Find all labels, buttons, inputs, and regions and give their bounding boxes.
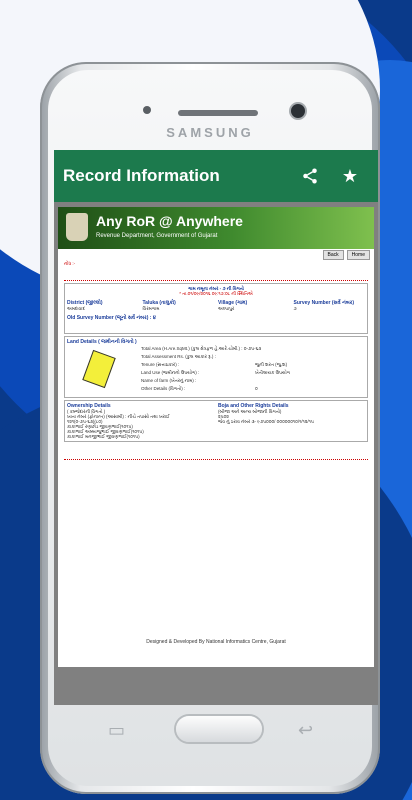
emblem-icon: [66, 213, 88, 241]
land-parcel: [82, 350, 115, 388]
rights-label: Boja and Other Rights Details: [218, 403, 289, 409]
home-button[interactable]: Home: [347, 250, 370, 260]
recent-apps-icon[interactable]: ▭: [108, 720, 126, 740]
other-details-label: Other Details (વિગતો) :: [141, 386, 186, 391]
land-use-label: Land Use (જમીનનો ઉપયોગ) :: [141, 370, 200, 375]
app-bar-title: Record Information: [63, 166, 220, 185]
record-title: ગામ નમૂના નંબર - ૭ ની વિગતો: [188, 286, 244, 291]
record-subtitle: * તા.૦૧/૦૯/૨૦૧૬ ૦૯:૧૭:૦૮ ની સ્થિતિએ: [179, 291, 253, 296]
old-survey-text: [67, 321, 365, 331]
record-page: [58, 207, 374, 667]
district-value: અમદાવાદ: [67, 306, 85, 311]
ownership-sub: ( કબ્જેદારની વિગતો ): [67, 409, 106, 414]
front-camera-icon: [291, 104, 305, 118]
owner-row: ૧૨૧(૦-૭૫-૬૩)(૮૦): [67, 419, 103, 424]
share-icon[interactable]: [298, 164, 322, 188]
owner-row: કાકાભાઈ રણછોડ જીવણભાઈ(૧૦૧૫): [67, 424, 133, 429]
banner-title: Any RoR @ Anywhere: [96, 213, 243, 229]
land-details-box: [64, 336, 368, 398]
ownership-box: [64, 400, 368, 442]
survey-value: ૭: [293, 306, 297, 311]
phone-frame: [40, 62, 380, 794]
star-icon[interactable]: ★: [341, 165, 359, 186]
speaker-grille: [178, 110, 258, 116]
land-map[interactable]: [67, 345, 137, 395]
sensor-icon: [143, 106, 151, 114]
record-document: [64, 261, 368, 460]
taluka-value: વિરમગામ: [142, 306, 160, 311]
back-button[interactable]: Back: [323, 250, 344, 260]
bottom-note: [64, 445, 368, 460]
village-label: Village (ગામ): [218, 300, 248, 306]
taluka-label: Taluka (તાલુકો): [142, 300, 176, 306]
note-text: [64, 266, 368, 281]
app-bar: [54, 150, 378, 202]
village-value: અલ્પાપુર: [218, 306, 235, 311]
survey-label: Survey Number (સર્વે નંબર): [293, 300, 355, 306]
nav-buttons: [58, 249, 374, 261]
owner-row: કાકાભાઈ અબ્બાજુભાઈ જીવણભાઈ(૧૦૧૫): [67, 429, 144, 434]
total-assessment: Total Assessment Rs. (કુલ આકાર રૂ.) :: [141, 354, 216, 359]
back-icon[interactable]: ↩: [298, 720, 314, 740]
footer-credit: Designed & Developed By National Informatics Centre, Gujarat: [146, 639, 286, 645]
total-area: Total Area (H.Are.SqMt.) (કુલ ક્ષેત્રફળ હે.આરે.ચોમી.) : ૦-૭૫-૬૩: [141, 346, 262, 351]
other-details-value: ૦: [255, 386, 258, 391]
screen: [54, 150, 378, 705]
note-label: નોંધ :-: [64, 261, 76, 266]
land-use-value: ખેતીલાયક ઉપયોગ: [255, 370, 291, 375]
ownership-label: Ownership Details: [67, 403, 111, 409]
rights-row: ૨૫૦૨: [218, 414, 229, 419]
summary-box: [64, 283, 368, 334]
phone-brand: SAMSUNG: [166, 125, 254, 140]
land-details-label: Land Details ( જમીનની વિગતો ): [67, 339, 137, 345]
rights-sub: (બીજા અને અન્ય બોજાની વિગતો): [218, 409, 282, 414]
home-button-hw[interactable]: [176, 716, 262, 742]
farm-name-label: Name of farm (ખેતરનું નામ) :: [141, 378, 197, 383]
owner-row: ખાતા નંબર (ફોનાન્ત) (આસામી) : નીચે તપાસો તથા ખરાઈ: [67, 414, 170, 419]
header-banner: [58, 207, 374, 249]
owner-row: કાકાભાઈ મનજીભાઈ જીવણભાઈ(૧૦૧૫): [67, 434, 140, 439]
district-label: District (જીલ્લો): [67, 300, 103, 306]
tenure-label: Tenure (સત્તાપ્રકાર) :: [141, 362, 180, 367]
rights-row: જેવ નું ઠરાવ નંબર ૩- ૯૭૫૦૦૦/ ૦૦૦૦૦૦૧૦/૧/૧૨/૧૫: [218, 419, 314, 424]
banner-subtitle: Revenue Department, Government of Gujarat: [96, 233, 218, 239]
old-survey-label: Old Survey Number (જૂનો સર્વે નંબર) : ૪: [67, 315, 156, 321]
tenure-value: જુની શરત (જુ.શ): [255, 362, 288, 367]
